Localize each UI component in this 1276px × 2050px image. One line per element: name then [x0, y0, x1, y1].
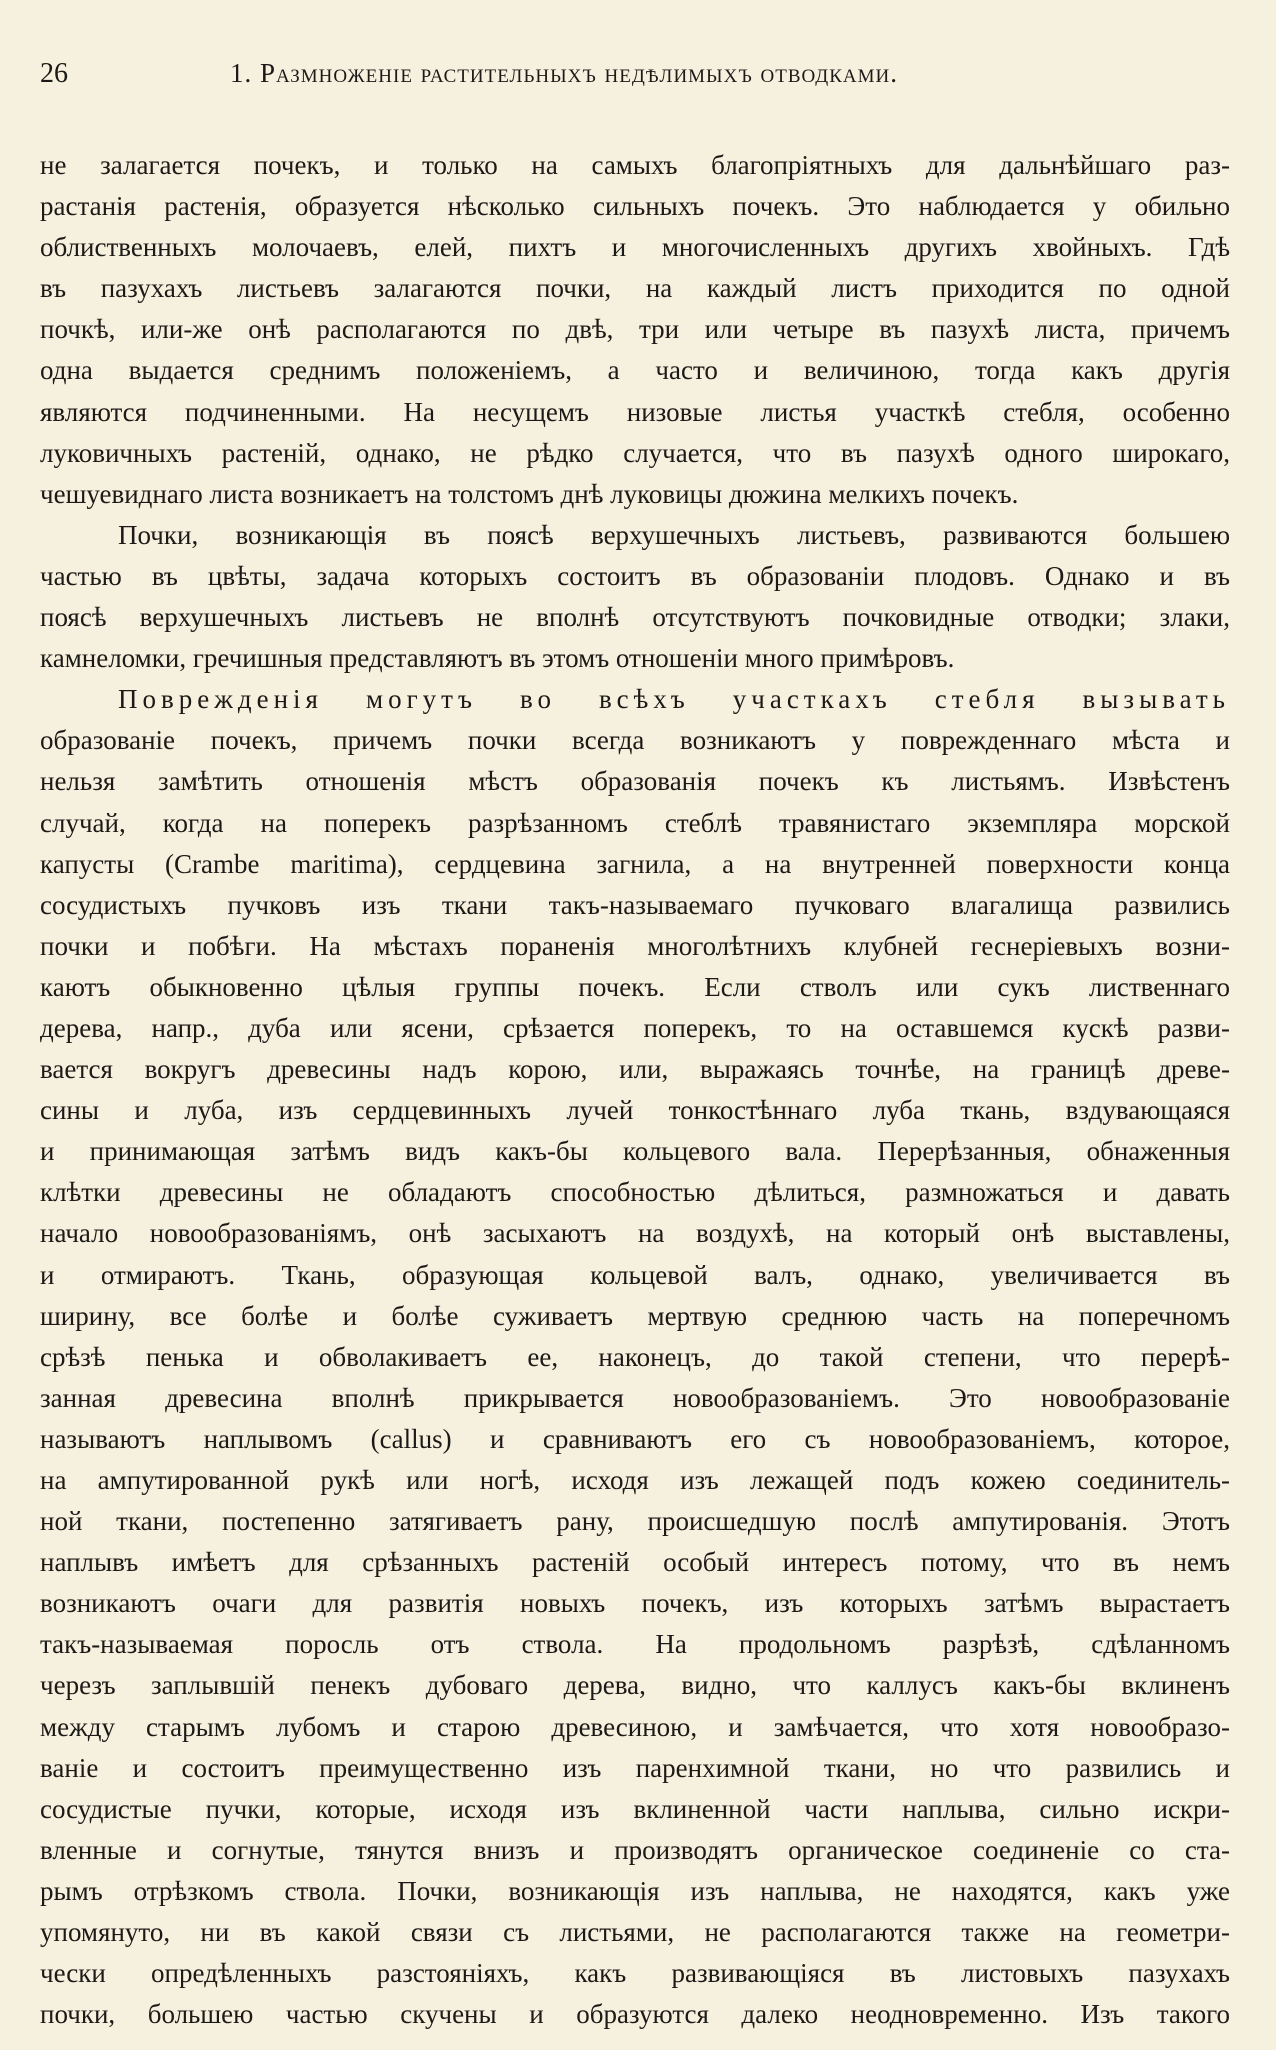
- body-text: [40, 145, 1230, 2035]
- text-line: начало новообразованіямъ, онѣ засыхаютъ на воздухѣ, на который онѣ выставлены,: [40, 1218, 1230, 1249]
- text-line: каютъ обыкновенно цѣлыя группы почекъ. Если стволъ или сукъ лиственнаго: [40, 971, 1230, 1002]
- text-line: на ампутированной рукѣ или ногѣ, исходя изъ лежащей подъ кожею соединитель-: [40, 1465, 1230, 1495]
- text-line: вается вокругъ древесины надъ корою, или, выражаясь точнѣе, на границѣ древе-: [40, 1054, 1230, 1085]
- text-line: ширину, все болѣе и болѣе суживаетъ мертвую среднюю часть на поперечномъ: [40, 1300, 1230, 1331]
- text-line: почкѣ, или-же онѣ располагаются по двѣ, три или четыре въ пазухѣ листа, причемъ: [40, 314, 1230, 345]
- text-line: упомянуто, ни въ какой связи съ листьями, не располагаются также на геометри-: [40, 1917, 1230, 1948]
- page-number: 26: [40, 58, 68, 89]
- text-line: поясѣ верхушечныхъ листьевъ не вполнѣ отсутствуютъ почковидные отводки; злаки,: [40, 602, 1230, 633]
- text-line: ваніе и состоитъ преимущественно изъ паренхимной ткани, но что развились и: [40, 1752, 1230, 1783]
- text-line: сосудистые пучки, которые, исходя изъ вклиненной части наплыва, сильно искри-: [40, 1793, 1230, 1824]
- text-line: образованіе почекъ, причемъ почки всегда возникаютъ у поврежденнаго мѣста и: [40, 725, 1230, 756]
- text-line: частью въ цвѣты, задача которыхъ состоитъ въ образованіи плодовъ. Однако и въ: [40, 560, 1230, 591]
- text-line: луковичныхъ растеній, однако, не рѣдко случается, что въ пазухѣ одного широкаго,: [40, 437, 1230, 468]
- text-line: и принимающая затѣмъ видъ какъ-бы кольцевого вала. Перерѣзанныя, обнаженныя: [40, 1136, 1230, 1167]
- text-line: такъ-называемая поросль отъ ствола. На продольномъ разрѣзѣ, сдѣланномъ: [40, 1629, 1230, 1660]
- text-line: почки и побѣги. На мѣстахъ пораненія многолѣтнихъ клубней геснеріевыхъ возни-: [40, 930, 1230, 961]
- text-line: рымъ отрѣзкомъ ствола. Почки, возникающія изъ наплыва, не находятся, какъ уже: [40, 1875, 1230, 1906]
- text-line: ной ткани, постепенно затягиваетъ рану, происшедшую послѣ ампутированія. Этотъ: [40, 1506, 1230, 1537]
- text-line: между старымъ лубомъ и старою древесиною, и замѣчается, что хотя новообразо-: [40, 1711, 1230, 1742]
- text-line: срѣзѣ пенька и обволакиваетъ ее, наконецъ, до такой степени, что перерѣ-: [40, 1341, 1230, 1372]
- running-title: 1. Размноженіе растительныхъ недѣлимыхъ отводками.: [230, 58, 899, 88]
- text-line: нельзя замѣтить отношенія мѣстъ образованія почекъ къ листьямъ. Извѣстенъ: [40, 766, 1230, 797]
- text-line: въ пазухахъ листьевъ залагаются почки, на каждый листъ приходится по одной: [40, 273, 1230, 304]
- text-line: являются подчиненными. На несущемъ низовые листья участкѣ стебля, особенно: [40, 396, 1230, 427]
- text-line: вленные и согнутые, тянутся внизъ и производятъ органическое соединеніе со ста-: [40, 1834, 1230, 1865]
- text-line: возникаютъ очаги для развитія новыхъ почекъ, изъ которыхъ затѣмъ вырастаетъ: [40, 1588, 1230, 1619]
- text-line: клѣтки древесины не обладаютъ способностью дѣлиться, размножаться и давать: [40, 1177, 1230, 1208]
- text-line: сины и луба, изъ сердцевинныхъ лучей тонкостѣннаго луба ткань, вздувающаяся: [40, 1095, 1230, 1126]
- paragraph-start-line: Поврежденія могутъ во всѣхъ участкахъ стебля вызывать: [118, 684, 1230, 715]
- page-header: [40, 58, 1250, 98]
- text-line: дерева, напр., дуба или ясени, срѣзается поперекъ, то на оставшемся кускѣ разви-: [40, 1012, 1230, 1043]
- text-line: и отмираютъ. Ткань, образующая кольцевой валъ, однако, увеличивается въ: [40, 1259, 1230, 1290]
- text-line: камнеломки, гречишныя представляютъ въ этомъ отношеніи много примѣровъ.: [40, 643, 955, 674]
- text-line: одна выдается среднимъ положеніемъ, а часто и величиною, тогда какъ другія: [40, 355, 1230, 386]
- text-line: черезъ заплывшій пенекъ дубоваго дерева, видно, что каллусъ какъ-бы вклиненъ: [40, 1670, 1230, 1701]
- text-line: наплывъ имѣетъ для срѣзанныхъ растеній особый интересъ потому, что въ немъ: [40, 1547, 1230, 1578]
- text-line: не залагается почекъ, и только на самыхъ благопріятныхъ для дальнѣйшаго раз-: [40, 150, 1230, 180]
- text-line: сосудистыхъ пучковъ изъ ткани такъ-называемаго пучковаго влагалища развились: [40, 889, 1230, 920]
- text-line: чески опредѣленныхъ разстояніяхъ, какъ развивающіяся въ листовыхъ пазухахъ: [40, 1958, 1230, 1989]
- text-line: называютъ наплывомъ (callus) и сравниваютъ его съ новообразованіемъ, которое,: [40, 1423, 1230, 1454]
- text-line: растанія растенія, образуется нѣсколько сильныхъ почекъ. Это наблюдается у обильно: [40, 191, 1230, 222]
- text-line: случай, когда на поперекъ разрѣзанномъ стеблѣ травянистаго экземпляра морской: [40, 807, 1230, 838]
- paragraph-start-line: Почки, возникающія въ поясѣ верхушечныхъ листьевъ, развиваются большею: [118, 519, 1230, 550]
- text-line: капусты (Crambe maritima), сердцевина загнила, а на внутренней поверхности конца: [40, 848, 1230, 879]
- text-line: почки, большею частью скучены и образуются далеко неодновременно. Изъ такого: [40, 1999, 1230, 2030]
- text-line: занная древесина вполнѣ прикрывается новообразованіемъ. Это новообразованіе: [40, 1382, 1230, 1413]
- text-line: облиственныхъ молочаевъ, елей, пихтъ и многочисленныхъ другихъ хвойныхъ. Гдѣ: [40, 232, 1230, 263]
- text-line: чешуевиднаго листа возникаетъ на толстомъ днѣ луковицы дюжина мелкихъ почекъ.: [40, 478, 1019, 509]
